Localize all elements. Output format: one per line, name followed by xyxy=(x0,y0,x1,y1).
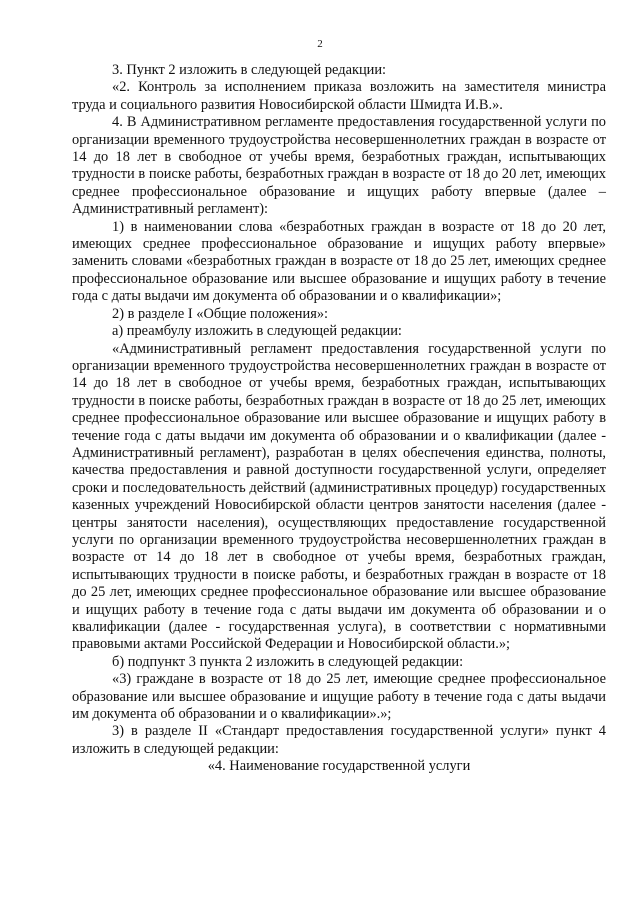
paragraph-item-3: 3. Пункт 2 изложить в следующей редакции: xyxy=(112,62,387,78)
page-number: 2 xyxy=(317,38,323,50)
paragraph-subitem-3: 3) в разделе II «Стандарт предоставления государственной услуги» пункт 4 изложить в следующей редакции: xyxy=(72,723,606,757)
paragraph-control-clause: «2. Контроль за исполнением приказа возложить на заместителя министра труда и социального развития Новосибирской области Шмидта И.В.». xyxy=(72,79,606,113)
paragraph-subitem-2a: а) преамбулу изложить в следующей редакции: xyxy=(112,323,402,340)
paragraph-citizens-clause: «3) граждане в возрасте от 18 до 25 лет, имеющие среднее профессиональное образование или высшее образование и ищущие работу в течение года с даты выдачи им документа об образовании и о квалификации».»; xyxy=(72,671,606,723)
paragraph-preamble: «Административный регламент предоставления государственной услуги по организации временного трудоустройства несовершеннолетних граждан в возрасте от 14 до 18 лет в свободное от учебы время, безработных граждан, испытывающих трудности в поиске работы, безработных граждан в возрасте от 18 до 25 лет, имеющих среднее профессиональное образование или высшее образование и ищущих работу в течение года с даты выдачи им документа об образовании и о квалификации (далее - Административный регламент), разработан в целях обеспечения единства, полноты, качества предоставления и равной доступности государственной услуги, определяет сроки и последовательность действий (административных процедур) государственных казенных учреждений Новосибирской области центров занятости населения (далее - центры занятости населения), осуществляющих предоставление государственной услуги по организации временного трудоустройства несовершеннолетних граждан в возрасте от 14 до 18 лет в свободное от учебы время, безработных граждан, испытывающих трудности в поиске работы, и безработных граждан в возрасте от 18 до 25 лет, имеющих среднее профессиональное образование или высшее образование и ищущих работу в течение года с даты выдачи им документа об образовании и о квалификации (далее - государственная услуга), в соответствии с нормативными правовыми актами Российской Федерации и Новосибирской области.»; xyxy=(72,340,606,653)
paragraph-subitem-1: 1) в наименовании слова «безработных граждан в возрасте от 18 до 20 лет, имеющих среднее профессиональное образование и ищущих работу впервые» заменить словами «безработных граждан в возрасте от 18 до 25 лет, имеющих среднее профессиональное образование или высшее образование и ищущих работу в течение года с даты выдачи им документа об образовании и о квалификации»; xyxy=(72,218,606,305)
document-body xyxy=(72,62,606,776)
paragraph-item-4: 4. В Административном регламенте предоставления государственной услуги по организации временного трудоустройства несовершеннолетних граждан в возрасте от 14 до 18 лет в свободное от учебы время, безработных граждан, испытывающих трудности в поиске работы, безработных граждан в возрасте от 18 до 20 лет, имеющих среднее профессиональное образование и ищущих работу впервые (далее – Административный регламент): xyxy=(72,114,606,218)
paragraph-subitem-2: 2) в разделе I «Общие положения»: xyxy=(112,305,329,322)
section-heading: «4. Наименование государственной услуги xyxy=(207,758,471,775)
paragraph-subitem-2b: б) подпункт 3 пункта 2 изложить в следующей редакции: xyxy=(112,653,464,670)
